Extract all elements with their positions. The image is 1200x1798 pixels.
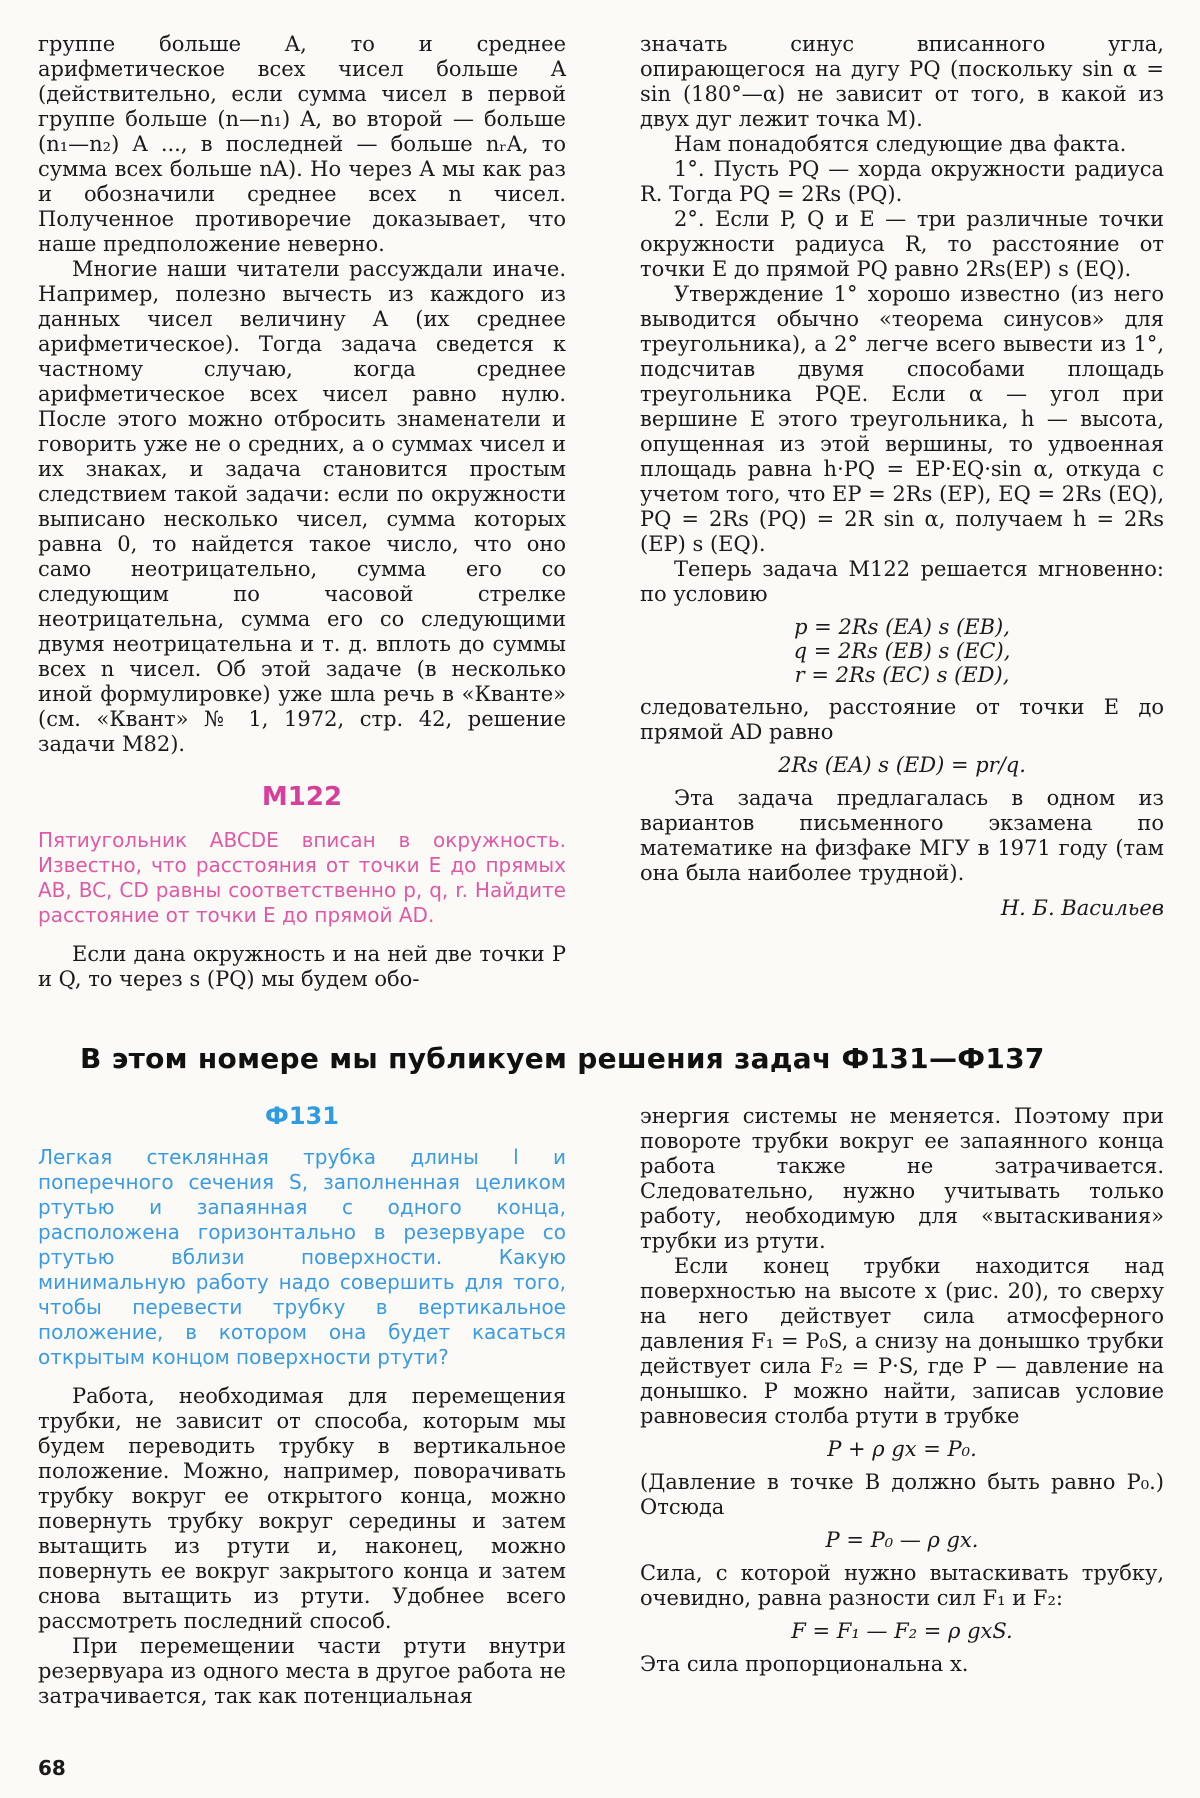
paragraph: Утверждение 1° хорошо известно (из него выводится обычно «теорема синусов» для треугольника), а 2° легче всего вывести из 1°, подсчитав двумя способами площадь треугольника PQE. Если α — угол при вершине E этого треугольника, h — высота, опущенная из этой вершины, то удвоенная площадь равна h·PQ = EP·EQ·sin α, откуда с учетом того, что EP = 2Rs (EP), EQ = 2Rs (EQ), PQ = 2Rs (PQ) = 2R sin α, получаем h = 2Rs (EP) s (EQ). bbox=[640, 282, 1164, 556]
formula-line: 2Rs (EA) s (ED) = pr/q. bbox=[778, 753, 1026, 777]
paragraph: Нам понадобятся следующие два факта. bbox=[674, 132, 1127, 156]
paragraph: При перемещении части ртути внутри резервуара из одного места в другое работа не затрачивается, так как потенциальная bbox=[38, 1634, 566, 1708]
paragraph: группе больше A, то и среднее арифметическое всех чисел больше A (действительно, если сумма чисел в первой группе больше (n—n₁) A, во второй — больше (n₁—n₂) A ..., в последней — больше nᵣA, то сумма всех больше nA). Но через A мы как раз и обозначили среднее всех n чисел. Полученное противоречие доказывает, что наше предположение неверно. bbox=[38, 32, 566, 256]
problem-heading-f131: Ф131 bbox=[265, 1102, 339, 1130]
problem-statement-m122: Пятиугольник ABCDE вписан в окружность. Известно, что расстояния от точки E до прямых AB, BC, CD равны соответственно p, q, r. Найдите расстояние от точки E до прямой AD. bbox=[38, 828, 566, 927]
page-number: 68 bbox=[38, 1756, 66, 1780]
paragraph: Эта задача предлагалась в одном из вариантов письменного экзамена по математике на физфаке МГУ в 1971 году (там она была наиболее трудной). bbox=[640, 786, 1164, 885]
formula-line: F = F₁ — F₂ = ρ gxS. bbox=[791, 1619, 1013, 1643]
paragraph: следовательно, расстояние от точки E до прямой AD равно bbox=[640, 695, 1164, 744]
paragraph: Если дана окружность и на ней две точки P и Q, то через s (PQ) мы будем обо- bbox=[38, 942, 566, 991]
author-signature: Н. Б. Васильев bbox=[1000, 896, 1164, 920]
paragraph: 1°. Пусть PQ — хорда окружности радиуса R. Тогда PQ = 2Rs (PQ). bbox=[640, 157, 1164, 206]
top-left-column bbox=[38, 32, 566, 992]
paragraph: Работа, необходимая для перемещения трубки, не зависит от способа, которым мы будем переводить трубку в вертикальное положение. Можно, например, поворачивать трубку вокруг ее открытого конца, можно повернуть трубку вокруг середины и затем вытащить из ртути и, наконец, можно повернуть ее вокруг закрытого конца и затем снова вытащить из ртути. Удобнее всего рассмотреть последний способ. bbox=[38, 1384, 566, 1633]
formula-line: q = 2Rs (EB) s (EC), bbox=[793, 639, 1011, 663]
paragraph: (Давление в точке B должно быть равно P₀.) Отсюда bbox=[640, 1470, 1164, 1519]
paragraph: 2°. Если P, Q и E — три различные точки окружности радиуса R, то расстояние от точки E до прямой PQ равно 2Rs(EP) s (EQ). bbox=[640, 207, 1164, 281]
paragraph: значать синус вписанного угла, опирающегося на дугу PQ (поскольку sin α = sin (180°—α) не зависит от того, в какой из двух дуг лежит точка M). bbox=[640, 32, 1164, 131]
paragraph: Эта сила пропорциональна x. bbox=[640, 1652, 969, 1676]
formula-line: P + ρ gx = P₀. bbox=[827, 1437, 977, 1461]
section-banner: В этом номере мы публикуем решения задач Ф131—Ф137 bbox=[80, 1042, 1045, 1075]
paragraph: Теперь задача М122 решается мгновенно: по условию bbox=[640, 557, 1164, 606]
paragraph: Если конец трубки находится над поверхностью на высоте x (рис. 20), то сверху на него действует сила атмосферного давления F₁ = P₀S, а снизу на донышко трубки действует сила F₂ = P·S, где P — давление на донышко. P можно найти, записав условие равновесия столба ртути в трубке bbox=[640, 1254, 1164, 1428]
paragraph: Многие наши читатели рассуждали иначе. Например, полезно вычесть из каждого из данных чисел величину A (их среднее арифметическое). Тогда задача сведется к частному случаю, когда среднее арифметическое всех чисел равно нулю. После этого можно отбросить знаменатели и говорить уже не о средних, а о суммах чисел и их знаках, и задача становится простым следствием такой задачи: если по окружности выписано несколько чисел, сумма которых равна 0, то найдется такое число, что оно само неотрицательно, сумма его со следующим по часовой стрелке неотрицательна, сумма его со следующими двумя неотрицательна и т. д. вплоть до суммы всех n чисел. Об этой задаче (в несколько иной формулировке) уже шла речь в «Кванте» (см. «Квант» № 1, 1972, стр. 42, решение задачи М82). bbox=[38, 257, 566, 756]
formula-block bbox=[640, 615, 1164, 687]
bottom-right-column bbox=[640, 1104, 1164, 1677]
problem-heading-m122: М122 bbox=[261, 782, 343, 812]
problem-statement-f131: Легкая стеклянная трубка длины l и поперечного сечения S, заполненная целиком ртутью и запаянная с одного конца, расположена горизонтально в резервуаре со ртутью вблизи поверхности. Какую минимальную работу надо совершить для того, чтобы перевести трубку в вертикальное положение, в котором она будет касаться открытым концом поверхности ртути? bbox=[38, 1145, 566, 1369]
bottom-left-column bbox=[38, 1104, 566, 1709]
paragraph: энергия системы не меняется. Поэтому при повороте трубки вокруг ее запаянного конца работа также не затрачивается. Следовательно, нужно учитывать только работу, необходимую для «вытаскивания» трубки из ртути. bbox=[640, 1104, 1164, 1253]
formula-line: P = P₀ — ρ gx. bbox=[825, 1528, 979, 1552]
formula-line: p = 2Rs (EA) s (EB), bbox=[794, 615, 1010, 639]
formula-line: r = 2Rs (EC) s (ED), bbox=[794, 663, 1010, 687]
paragraph: Сила, с которой нужно вытаскивать трубку, очевидно, равна разности сил F₁ и F₂: bbox=[640, 1561, 1164, 1610]
top-right-column bbox=[640, 32, 1164, 921]
